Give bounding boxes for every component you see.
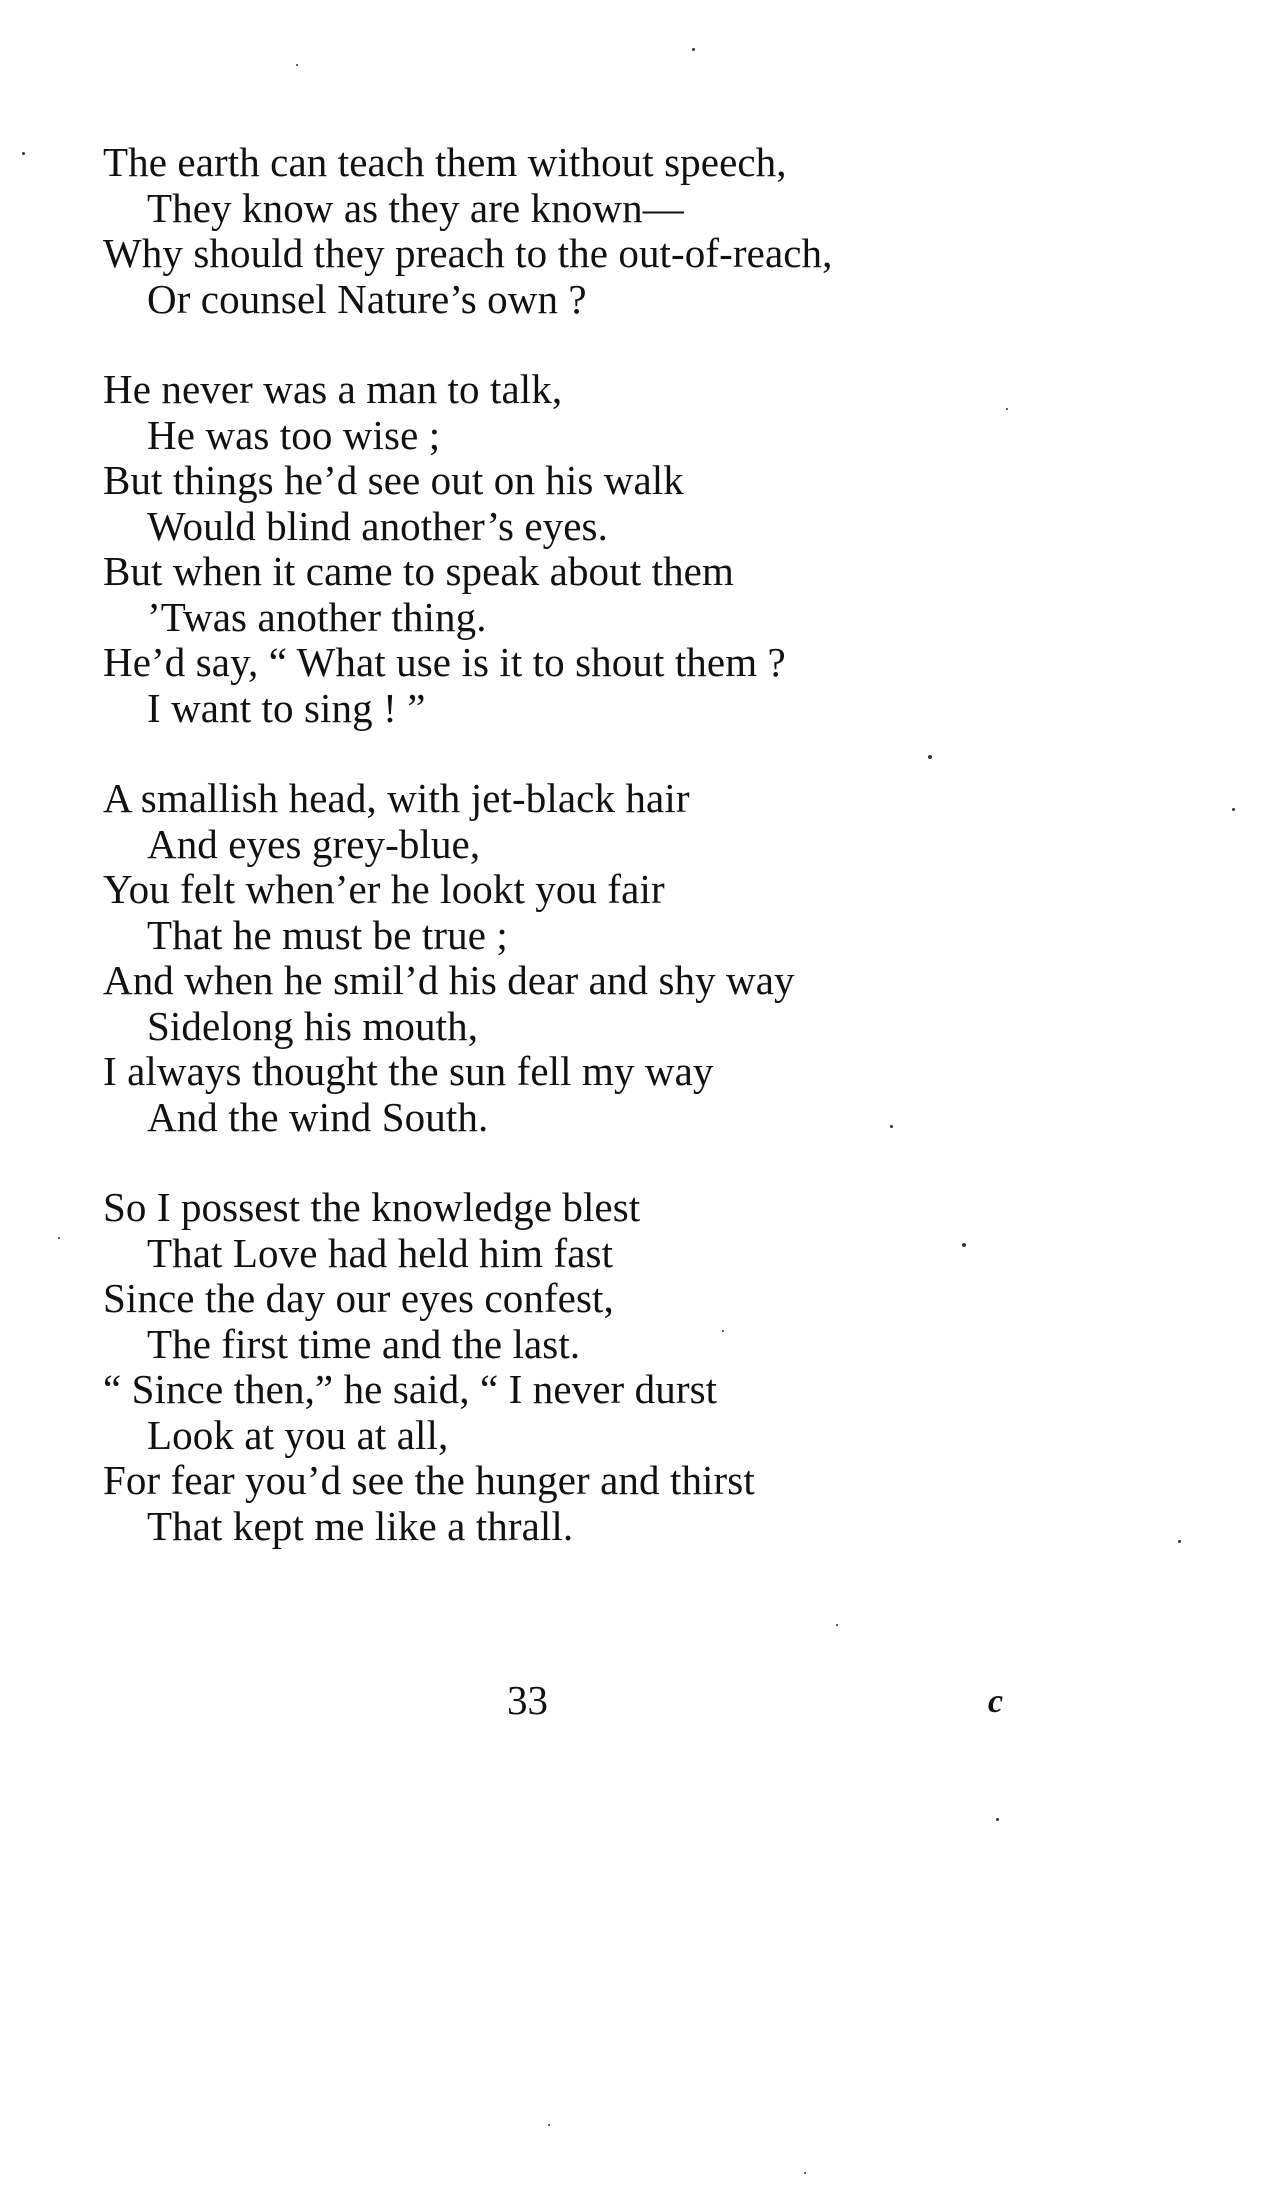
poem-line: But things he’d see out on his walk bbox=[103, 457, 684, 503]
paper-speck bbox=[1006, 408, 1008, 410]
poem-line: The earth can teach them without speech, bbox=[103, 139, 787, 185]
poem-line: A smallish head, with jet-black hair bbox=[103, 775, 690, 821]
paper-speck bbox=[1232, 808, 1235, 811]
paper-speck bbox=[804, 2172, 806, 2174]
poem-line: That kept me like a thrall. bbox=[147, 1502, 574, 1549]
poem-line: He was too wise ; bbox=[147, 411, 441, 458]
paper-speck bbox=[722, 1330, 724, 1332]
paper-speck bbox=[890, 1125, 893, 1128]
paper-speck bbox=[548, 2124, 550, 2126]
paper-speck bbox=[22, 152, 25, 155]
poem-line: ’Twas another thing. bbox=[147, 593, 487, 640]
poem-line: Or counsel Nature’s own ? bbox=[147, 275, 587, 322]
stanza bbox=[103, 776, 1163, 1140]
paper-speck bbox=[296, 64, 298, 66]
poem-line: That Love had held him fast bbox=[147, 1229, 614, 1276]
poem-line: He’d say, “ What use is it to shout them ? bbox=[103, 639, 786, 685]
poem-line: For fear you’d see the hunger and thirst bbox=[103, 1457, 755, 1503]
poem-body bbox=[103, 140, 1163, 1594]
poem-line: So I possest the knowledge blest bbox=[103, 1184, 641, 1230]
poem-line: Would blind another’s eyes. bbox=[147, 502, 608, 549]
poem-line: “ Since then,” he said, “ I never durst bbox=[103, 1366, 718, 1412]
poem-line: They know as they are known— bbox=[147, 184, 684, 231]
poem-line: Sidelong his mouth, bbox=[147, 1002, 479, 1049]
poem-line: I always thought the sun fell my way bbox=[103, 1048, 714, 1094]
paper-speck bbox=[58, 1237, 60, 1239]
poem-line: But when it came to speak about them bbox=[103, 548, 734, 594]
signature-mark: c bbox=[988, 1683, 1004, 1720]
poem-line: He never was a man to talk, bbox=[103, 366, 563, 412]
paper-speck bbox=[836, 1624, 838, 1626]
poem-line: And when he smil’d his dear and shy way bbox=[103, 957, 795, 1003]
stanza bbox=[103, 367, 1163, 731]
poem-line: I want to sing ! ” bbox=[147, 684, 426, 731]
paper-speck bbox=[928, 755, 932, 759]
stanza bbox=[103, 1185, 1163, 1549]
poem-line: Why should they preach to the out-of-reach, bbox=[103, 230, 833, 276]
paper-speck bbox=[996, 1818, 999, 1821]
poem-line: And the wind South. bbox=[147, 1093, 489, 1140]
poem-line: And eyes grey-blue, bbox=[147, 820, 481, 867]
poem-line: Since the day our eyes confest, bbox=[103, 1275, 614, 1321]
poem-line: You felt when’er he lookt you fair bbox=[103, 866, 665, 912]
poem-line: Look at you at all, bbox=[147, 1411, 449, 1458]
poem-line: The first time and the last. bbox=[147, 1320, 581, 1367]
stanza bbox=[103, 140, 1163, 322]
paper-speck bbox=[692, 48, 695, 51]
paper-speck bbox=[1178, 1540, 1181, 1543]
page-number: 33 bbox=[507, 1677, 548, 1723]
paper-speck bbox=[962, 1243, 966, 1247]
poem-line: That he must be true ; bbox=[147, 911, 508, 958]
